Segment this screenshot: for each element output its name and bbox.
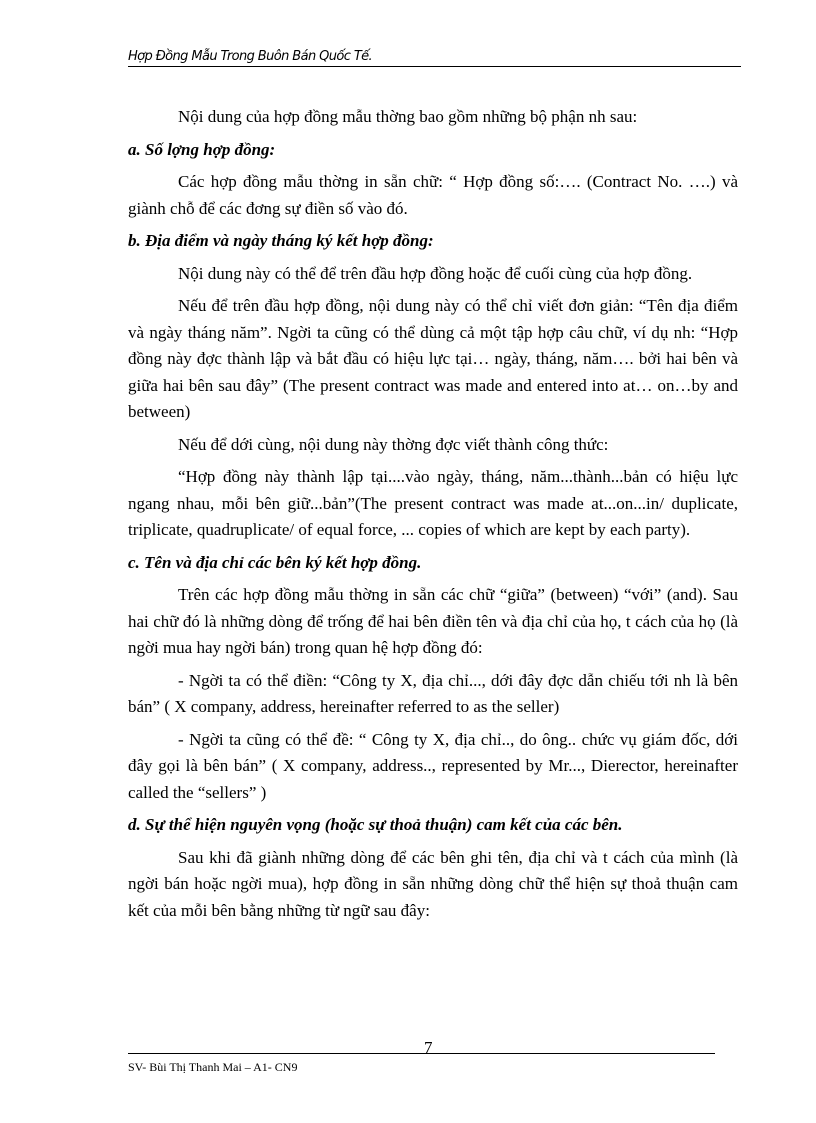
intro-paragraph: Nội dung của hợp đồng mẫu thờng bao gồm những bộ phận nh sau: [178, 107, 638, 126]
section-b-paragraph-1: Nội dung này có thể để trên đầu hợp đồng hoặc để cuối cùng của hợp đồng. [178, 263, 693, 283]
running-header: Hợp Đồng Mẫu Trong Buôn Bán Quốc Tế. [128, 49, 373, 64]
section-b-heading: b. Địa điểm và ngày tháng ký kết hợp đồng: [128, 231, 434, 250]
footer-rule [128, 1053, 715, 1054]
section-d-paragraph: Sau khi đã giành những dòng để các bên ghi tên, địa chỉ và t cách của mình (là ngời bán hoặc ngời mua), hợp đồng in sẵn những dòng chữ thể hiện sự thoả thuận cam kết của mỗi bên bằng những từ ngữ sau đây: [128, 847, 738, 920]
section-b-paragraph-2: Nếu để trên đầu hợp đồng, nội dung này có thể chỉ viết đơn giản: “Tên địa điểm và ngày tháng năm”. Ngời ta cũng có thể dùng cả một tập hợp câu chữ, ví dụ nh: “Hợp đồng này đợc thành lập và bắt đầu có hiệu lực tại… ngày, tháng, năm…. bởi hai bên và giữa hai bên sau đây” (The present contract was made and entered into at… on…by and between) [128, 296, 738, 421]
section-c-paragraph-2: - Ngời ta có thể điền: “Công ty X, địa chỉ..., dới đây đợc dẫn chiếu tới nh là bên bán” ( X company, address, hereinafter referred to as the seller) [128, 670, 738, 716]
section-b-paragraph-3: Nếu để dới cùng, nội dung này thờng đợc viết thành công thức: [178, 434, 609, 454]
document-body [128, 104, 738, 924]
section-a-paragraph: Các hợp đồng mẫu thờng in sẵn chữ: “ Hợp đồng số:…. (Contract No. ….) và giành chỗ để các đơng sự điền số vào đó. [128, 172, 738, 218]
section-c-heading: c. Tên và địa chỉ các bên ký kết hợp đồng. [128, 552, 422, 572]
section-c-paragraph-3: - Ngời ta cũng có thể đề: “ Công ty X, địa chỉ.., do ông.. chức vụ giám đốc, dới đây gọi là bên bán” ( X company, address.., represented by Mr..., Dierector, hereinafter called the “sellers” ) [128, 729, 738, 802]
page-number: 7 [424, 1038, 433, 1057]
section-d-heading: d. Sự thể hiện nguyên vọng (hoặc sự thoả thuận) cam kết của các bên. [128, 815, 623, 834]
section-c-paragraph-1: Trên các hợp đồng mẫu thờng in sẵn các chữ “giữa” (between) “với” (and). Sau hai chữ đó là những dòng để trống để hai bên điền tên và địa chỉ của họ, t cách của họ (là ngời mua hay ngời bán) trong quan hệ hợp đồng đó: [128, 585, 738, 657]
section-b-paragraph-4: “Hợp đồng này thành lập tại....vào ngày, tháng, năm...thành...bản có hiệu lực ngang nhau, mỗi bên giữ...bản”(The present contract was made at...on...in/ duplicate, triplicate, quadruplicate/ of equal force, ... copies of which are kept by each party). [128, 467, 738, 539]
footer-author: SV- Bùi Thị Thanh Mai – A1- CN9 [128, 1060, 298, 1074]
section-a-heading: a. Số lợng hợp đồng: [128, 139, 276, 159]
